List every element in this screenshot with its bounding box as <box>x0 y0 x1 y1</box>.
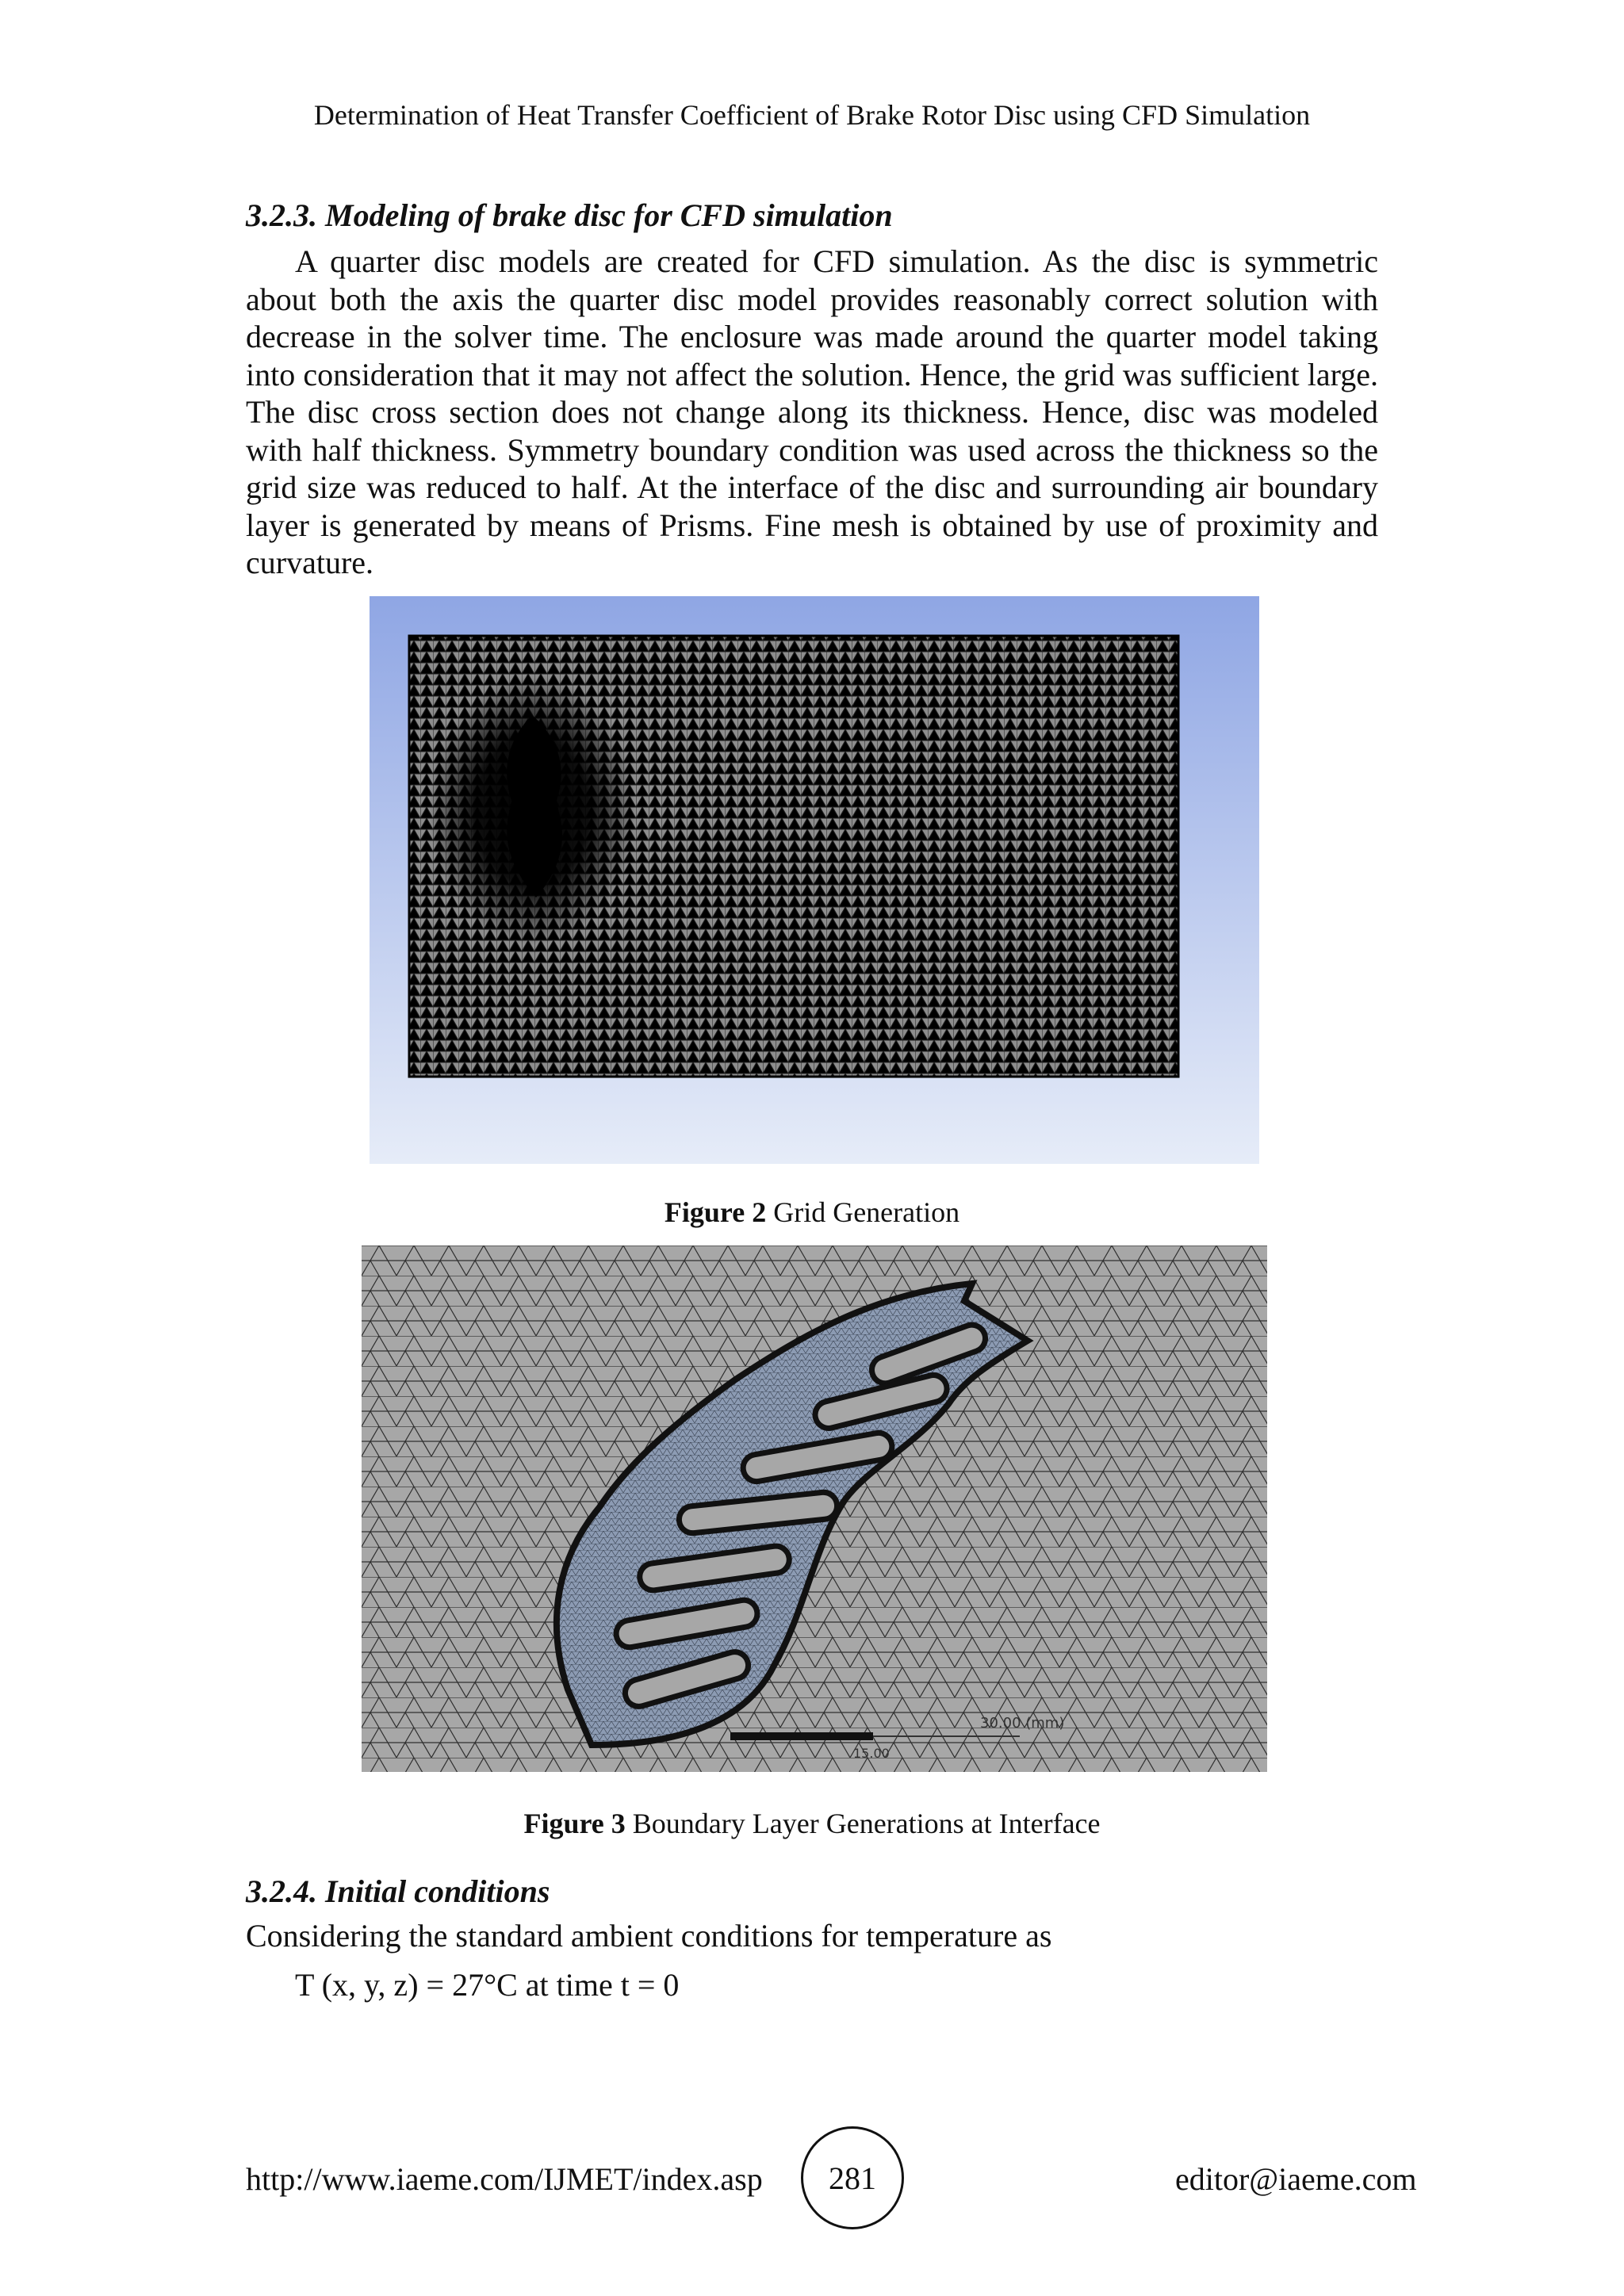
figure-2-caption <box>0 1196 1624 1229</box>
scale-label-bottom: 15.00 <box>853 1746 890 1761</box>
figure-2-label: Figure 2 <box>664 1196 767 1228</box>
boundary-layer-mesh-graphic <box>362 1246 1267 1772</box>
figure-2-caption-text: Grid Generation <box>773 1196 960 1228</box>
section-body-paragraph: A quarter disc models are created for CFD simulation. As the disc is symmetric about both the axis the quarter disc model provides reasonably correct solution with decrease in the solver time. The enclosure was made around the quarter model taking into consideration that it may not affect the solution. Hence, the grid was sufficient large. The disc cross section does not change along its thickness. Hence, disc was modeled with half thickness. Symmetry boundary condition was used across the thickness so the grid size was reduced to half. At the interface of the disc and surrounding air boundary layer is generated by means of Prisms. Fine mesh is obtained by use of proximity and curvature. <box>246 243 1378 580</box>
footer-email[interactable]: editor@iaeme.com <box>1175 2161 1417 2197</box>
section-heading-3-2-4: 3.2.4. Initial conditions <box>246 1873 550 1909</box>
figure-3-caption-text: Boundary Layer Generations at Interface <box>632 1808 1101 1839</box>
figure-3-label: Figure 3 <box>523 1808 626 1839</box>
figure-2-grid-image <box>370 596 1259 1164</box>
scale-label-top: 30.00 (mm) <box>980 1715 1065 1732</box>
grid-mesh-graphic <box>370 596 1259 1164</box>
section-heading-3-2-3: 3.2.3. Modeling of brake disc for CFD simulation <box>246 197 893 233</box>
page-number: 281 <box>801 2126 904 2229</box>
running-header: Determination of Heat Transfer Coefficient of Brake Rotor Disc using CFD Simulation <box>313 99 1311 131</box>
initial-condition-equation: T (x, y, z) = 27°C at time t = 0 <box>295 1967 680 2003</box>
figure-3-caption <box>0 1807 1624 1840</box>
scale-bar <box>730 1732 873 1740</box>
initial-conditions-text: Considering the standard ambient conditions for temperature as <box>246 1918 1052 1954</box>
figure-3-boundary-layer-image <box>362 1246 1267 1772</box>
footer-url[interactable]: http://www.iaeme.com/IJMET/index.asp <box>246 2161 763 2197</box>
